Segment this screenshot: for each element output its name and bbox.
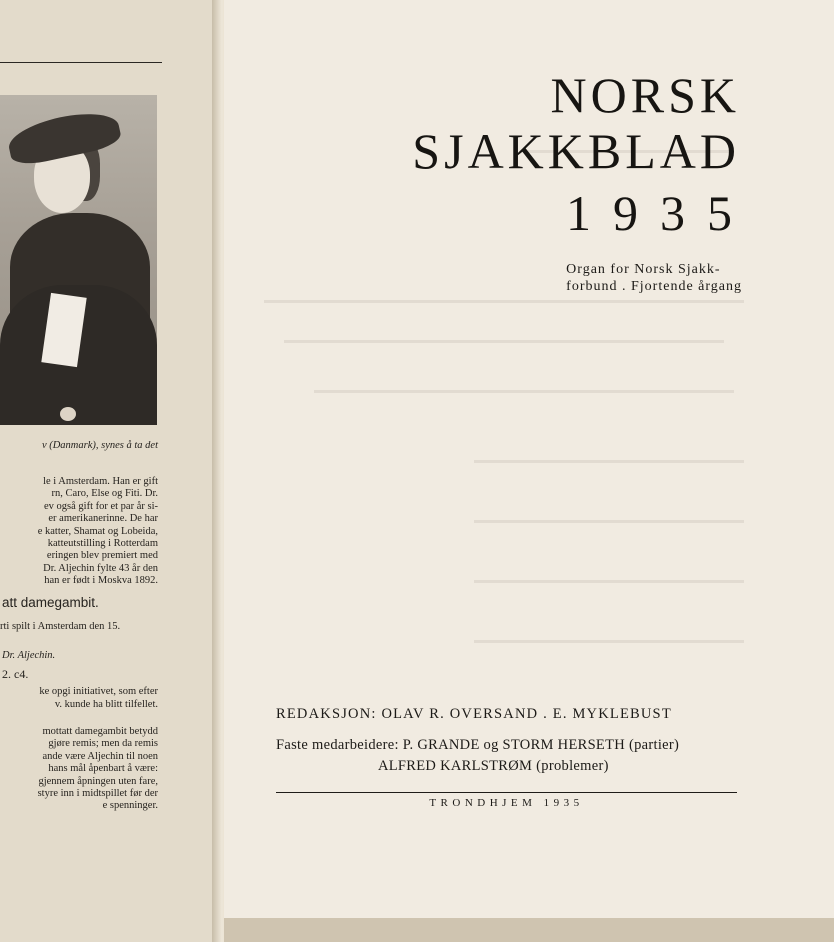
text-line: ande være Aljechin til noen bbox=[42, 750, 158, 762]
text-line: gjøre remis; men da remis bbox=[48, 738, 158, 750]
article-paragraph bbox=[38, 476, 158, 588]
text-line: e katter, Shamat og Lobeida, bbox=[37, 525, 158, 537]
text-line: katteutstilling i Rotterdam bbox=[47, 537, 158, 549]
title-line-1: NORSK bbox=[550, 67, 740, 123]
text-line: v. kunde ha blitt tilfellet. bbox=[54, 698, 158, 710]
annotation-notes bbox=[38, 726, 158, 813]
text-line: er amerikanerinne. De har bbox=[48, 513, 158, 525]
title-year: 1935 bbox=[566, 185, 754, 241]
portrait-photo bbox=[0, 95, 157, 425]
text-line: Dr. Aljechin fylte 43 år den bbox=[43, 562, 158, 574]
text-line: styre inn i midtspillet før der bbox=[37, 787, 158, 799]
imprint-city: TRONDHJEM 1935 bbox=[429, 797, 584, 809]
header-rule bbox=[0, 62, 162, 63]
text-line: han er født i Moskva 1892. bbox=[44, 575, 158, 587]
title-page bbox=[224, 0, 834, 918]
page-bottom-edge bbox=[224, 918, 834, 942]
text-line: e spenninger. bbox=[102, 800, 158, 812]
text-line: gjennem åpningen uten fare, bbox=[38, 775, 158, 787]
game-subline: rti spilt i Amsterdam den 15. bbox=[0, 621, 121, 632]
organ-statement bbox=[566, 261, 742, 295]
players-line: Dr. Aljechin. bbox=[2, 650, 56, 661]
text-line: le i Amsterdam. Han er gift bbox=[43, 476, 158, 487]
text-line: eringen blev premiert med bbox=[46, 550, 158, 562]
left-page bbox=[0, 0, 214, 942]
organ-line-2: forbund . Fjortende årgang bbox=[566, 279, 742, 294]
contributors-line-1: Faste medarbeidere: P. GRANDE og STORM HERSETH (partier) bbox=[276, 737, 680, 753]
editorial-line: REDAKSJON: OLAV R. OVERSAND . E. MYKLEBUST bbox=[276, 706, 672, 722]
move-line: 2. c4. bbox=[2, 667, 29, 681]
photo-caption: v (Danmark), synes å ta det bbox=[41, 440, 158, 451]
section-heading: att damegambit. bbox=[2, 595, 99, 610]
text-line: ke opgi initiativet, som efter bbox=[39, 686, 158, 697]
text-line: ev også gift for et par år si- bbox=[44, 500, 158, 512]
text-line: mottatt damegambit betydd bbox=[42, 726, 158, 737]
text-line: rn, Caro, Else og Fiti. Dr. bbox=[51, 488, 158, 500]
contributors-line-2: ALFRED KARLSTRØM (problemer) bbox=[378, 758, 609, 774]
text-line: hans mål åpenbart å være: bbox=[48, 763, 158, 775]
title-line-2: SJAKKBLAD bbox=[412, 123, 740, 179]
move-note bbox=[39, 686, 158, 711]
organ-line-1: Organ for Norsk Sjakk- bbox=[566, 262, 721, 277]
imprint-rule bbox=[276, 792, 737, 793]
